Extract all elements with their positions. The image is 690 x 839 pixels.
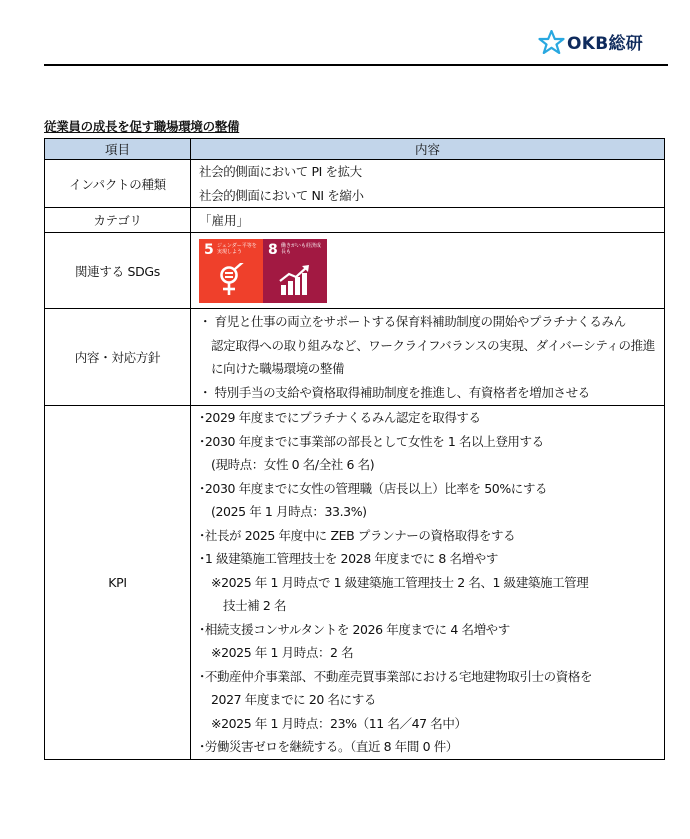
kpi-line: ※2025 年 1 月時点で 1 級建築施工管理技士 2 名、1 級建築施工管理	[211, 574, 589, 590]
sdgs-content	[191, 233, 665, 309]
kpi-content	[191, 406, 665, 760]
sdgs-label: 関連する SDGs	[45, 233, 191, 309]
kpi-line: ･不動産仲介事業部、不動産売買事業部における宅地建物取引士の資格を	[199, 668, 593, 684]
kpi-line: ※2025 年 1 月時点：23%（11 名／47 名中）	[211, 715, 467, 731]
kpi-line: 技士補 2 名	[223, 598, 287, 613]
kpi-label: KPI	[45, 406, 191, 760]
table-row	[45, 233, 665, 309]
table-row	[45, 309, 665, 406]
header-item: 項目	[45, 139, 191, 160]
gender-equality-icon	[213, 263, 249, 297]
kpi-line: ･1 級建築施工管理技士を 2028 年度までに 8 名増やす	[199, 551, 498, 566]
sdg-goal-5-badge	[199, 239, 263, 303]
kpi-line: (2025 年 1 月時点：33.3%)	[211, 504, 367, 519]
okb-logo	[538, 29, 643, 54]
impact-table	[44, 138, 665, 760]
sdg-goal-8-badge	[263, 239, 327, 303]
policy-line: 認定取得への取り組みなど、ワークライフバランスの実現、ダイバーシティの推進	[211, 337, 655, 353]
kpi-line: ･社長が 2025 年度中に ZEB プランナーの資格取得をする	[199, 527, 516, 543]
policy-line: に向けた職場環境の整備	[211, 361, 345, 376]
kpi-line: 2027 年度までに 20 名にする	[211, 692, 376, 707]
sdg-text: 働きがいも経済成長も	[281, 243, 322, 255]
logo-text: OKB総研	[567, 34, 644, 54]
kpi-line: ･2030 年度までに事業部の部長として女性を 1 名以上登用する	[199, 433, 544, 449]
policy-line: ・ 特別手当の支給や資格取得補助制度を推進し、有資格者を増加させる	[199, 384, 590, 400]
policy-label: 内容・対応方針	[45, 309, 191, 406]
table-row	[45, 160, 665, 208]
impact-line: 社会的側面において PI を拡大	[199, 164, 362, 179]
sdg-number: 8	[268, 242, 278, 258]
category-label: カテゴリ	[45, 208, 191, 233]
section-title: 従業員の成長を促す職場環境の整備	[44, 119, 240, 134]
table-row	[45, 406, 665, 760]
kpi-line: ･2030 年度までに女性の管理職（店長以上）比率を 50%にする	[199, 480, 548, 496]
category-value: 「雇用」	[191, 208, 665, 233]
header-content: 内容	[191, 139, 665, 160]
economic-growth-icon	[277, 263, 313, 297]
table-header-row	[45, 139, 665, 160]
kpi-line: ･相続支援コンサルタントを 2026 年度までに 4 名増やす	[199, 621, 510, 637]
policy-content	[191, 309, 665, 406]
impact-content	[191, 160, 665, 208]
sdg-number: 5	[204, 242, 214, 258]
kpi-line: ･労働災害ゼロを継続する。（直近 8 年間 0 件）	[199, 739, 458, 754]
kpi-line: (現時点：女性 0 名/全社 6 名)	[211, 457, 375, 472]
kpi-line: ･2029 年度までにプラチナくるみん認定を取得する	[199, 410, 481, 425]
header-divider	[44, 64, 668, 66]
impact-line: 社会的側面において NI を縮小	[199, 187, 364, 203]
sdg-text: ジェンダー平等を実現しよう	[217, 243, 257, 255]
policy-line: ・ 育児と仕事の両立をサポートする保育料補助制度の開始やプラチナくるみん	[199, 314, 626, 329]
star-icon	[538, 30, 565, 54]
kpi-line: ※2025 年 1 月時点：2 名	[211, 645, 354, 660]
impact-label: インパクトの種類	[45, 160, 191, 208]
table-row	[45, 208, 665, 233]
